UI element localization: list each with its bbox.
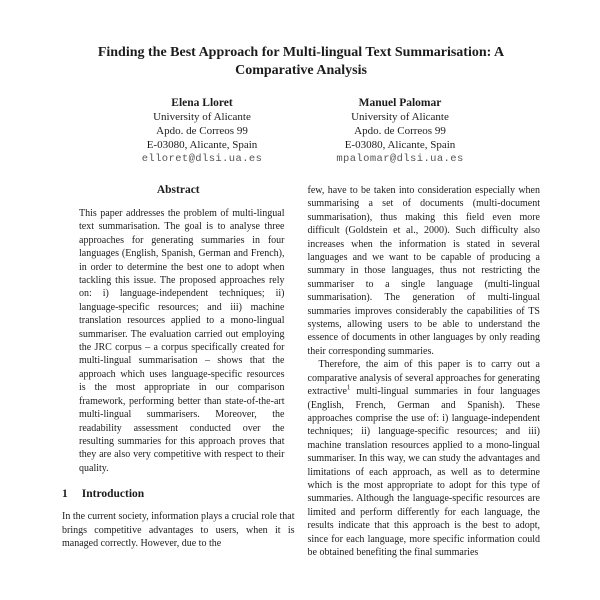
author-block [62, 96, 540, 167]
right-column [308, 184, 541, 559]
author-address-line1: Apdo. de Correos 99 [156, 125, 248, 137]
author-email: mpalomar@dlsi.ua.es [336, 153, 464, 165]
paragraph-2-text-after-footnote: multi-lingual summaries in four languages (English, French, German and Spanish). These approaches comprise the use of: i) language-independent techniques; ii) language-specific resources; and iii) machine translation resources applied to a mono-lingual summariser. In this way, we can study the advantages and limitations of each approach, as well as to determine which is the most appropriate to adopt for this type of summaries. Although the language-specific resources are limited and perform differently for each language, the results indicate that this approach is the best to adopt, since for each language, more specific information could be obtained benefiting the final summaries [307, 386, 540, 558]
author-address-line2: E-03080, Alicante, Spain [146, 139, 258, 151]
introduction-paragraph: In the current society, information plays a crucial role that brings competitive advantages to users, when it is managed correctly. However, due to the [62, 511, 295, 549]
two-column-body [62, 184, 540, 559]
author-manuel-palomar [319, 96, 482, 167]
author-affiliation: University of Alicante [153, 111, 251, 123]
left-column [62, 184, 295, 559]
author-email: elloret@dlsi.ua.es [141, 153, 263, 165]
author-address-line1: Apdo. de Correos 99 [354, 125, 446, 137]
abstract-text: This paper addresses the problem of multi-lingual text summarisation. The goal is to analyse three approaches for generating summaries in four languages (English, Spanish, German and French), in order to determine the best one to adopt when tackling this issue. The proposed approaches rely on: i) language-independent techniques; ii) language-specific resources; and iii) machine translation resources applied to a mono-lingual summariser. The evaluation carried out employing the JRC corpus – a corpus specifically created for multi-lingual summarisation – shows that the approach which uses language-specific resources is the most appropriate in our comparison framework, performing better than state-of-the-art multi-lingual summarisers. Moreover, the readability assessment conducted over the resulting summaries for this approach proves that they are also very competitive with respect to their quality. [79, 208, 285, 474]
paragraph-2-text-before-footnote: Therefore, the aim of this paper is to carry out a comparative analysis of several approaches for generating extractive [307, 359, 540, 398]
paper-title: Finding the Best Approach for Multi-lingual Text Summarisation: A Comparative Analysis [97, 45, 505, 78]
footnote-marker: 1 [346, 383, 351, 392]
abstract-heading: Abstract [156, 184, 200, 196]
section-title: Introduction [81, 488, 145, 501]
section-heading-introduction [62, 488, 295, 500]
author-address-line2: E-03080, Alicante, Spain [344, 139, 456, 151]
author-affiliation: University of Alicante [351, 111, 449, 123]
author-name: Elena Lloret [171, 97, 233, 109]
body-paragraph-1: few, have to be taken into consideration especially when summarising a set of documents (multi-document summarisation), thus making this field even more difficult (Goldstein et al., 2000). Such difficulty also increases when the information is stated in several languages and we want to be capable of producing a summary in those languages, thus not restricting the summariser to a single language (multi-lingual summarisation). The generation of multi-lingual summaries improves considerably the capabilities of TS systems, allowing users to be able to understand the essence of documents in other languages by only reading their corresponding summaries. [307, 185, 540, 357]
section-number: 1 [62, 488, 68, 501]
author-elena-lloret [121, 96, 284, 167]
body-paragraph-2 [308, 358, 541, 559]
author-name: Manuel Palomar [358, 97, 442, 109]
